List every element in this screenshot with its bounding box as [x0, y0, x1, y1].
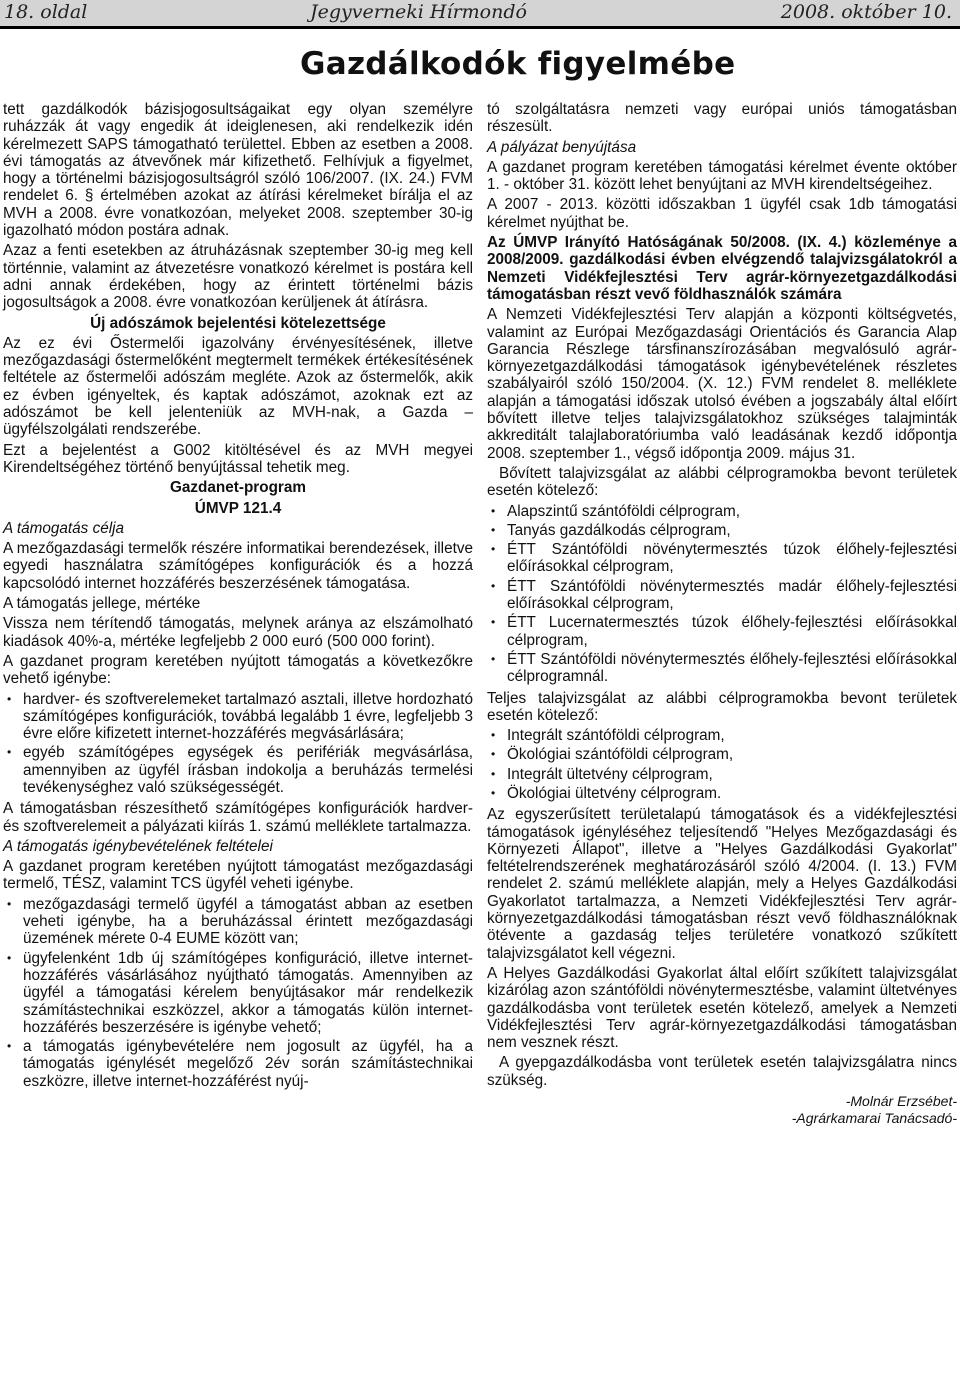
paragraph: Az ez évi Őstermelői igazolvány érvényesítésének, illetve mezőgazdasági őstermelőként megtermelt termékek értékesítésének feltétele az őstermelői adószám megléte. Azok az őstermelők, akik ez évben igényeltek, és kaptak adószámot, azoknak ezt az adószámot be kell jelenteniük az MVH-nak, a Gazda – ügyfélszolgálati rendszerébe. — [3, 334, 473, 439]
subheading-benyujtasa: A pályázat benyújtása — [487, 138, 637, 156]
paragraph: Azaz a fenti esetekben az átruházásnak szeptember 30-ig meg kell történnie, valamint az átvezetésre vonatkozó kérelmet is postára kell adni annak érdekében, hogy az érintett történelmi bázis jogosultságok a 2008. évre vonatkozóan kerüljenek át átírásra. — [3, 242, 473, 312]
bullet-icon: • — [7, 896, 12, 911]
paragraph: Bővített talajvizsgálat az alábbi célprogramokba bevont területek esetén kötelező: — [487, 464, 957, 500]
paragraph: A Helyes Gazdálkodási Gyakorlat által előírt szűkített talajvizsgálat kizárólag azon szántóföldi növénytermesztésbe, valamint ültetvényes gazdálkodásba vont területek esetén kötelező, amelyek a Nemzeti Vidékfejlesztési Terv agrár-környezetgazdálkodási támogatásban nem vesznek részt. — [487, 964, 957, 1052]
list-item: • hardver- és szoftverelemeket tartalmazó asztali, illetve hordozható számítógépes konfigurációk, továbbá legalább 1 évre, legfeljebb 3 évre előre kifizetett internet-hozzáférés megvásárlására; — [7, 690, 473, 743]
paragraph: A 2007 - 2013. közötti időszakban 1 ügyfél csak 1db támogatási kérelmet nyújthat be. — [487, 196, 957, 231]
paragraph: A gazdanet program keretében támogatási kérelmet évente október 1. - október 31. között lehet benyújtani az MVH kirendeltségeihez. — [487, 158, 957, 194]
list-item: • ügyfelenként 1db új számítógépes konfiguráció, illetve internet-hozzáférés vásárlásához nyújtható támogatás. Amennyiben az ügyfél a támogatási kérelem benyújtásakor már rendelkezik számítástechnikai eszközzel, akkor a támogatás külön internet-hozzáférés beszerzésére is igénybe vehető; — [7, 949, 473, 1036]
list-item: • Alapszintű szántóföldi célprogram, — [491, 502, 740, 520]
bullet-icon: • — [491, 651, 496, 666]
paragraph: A gazdanet program keretében nyújtott támogatást mezőgazdasági termelő, TÉSZ, valamint TCS ügyfél veheti igénybe. — [3, 858, 473, 893]
bullet-icon: • — [491, 615, 496, 630]
list-item: • Integrált ültetvény célprogram, — [491, 765, 713, 783]
bullet-icon: • — [7, 691, 12, 706]
list-item: • ÉTT Szántóföldi növénytermesztés madár élőhely-fejlesztési előírásokkal célprogram, — [491, 577, 957, 613]
paragraph: A mezőgazdasági termelők részére informatikai berendezések, illetve egyedi használatra számítógépes konfigurációk és a hozzá kapcsolódó internet hozzáférés beszerzésének támogatása. — [3, 540, 473, 592]
right-column — [487, 101, 957, 1127]
list-item: • Integrált szántóföldi célprogram, — [491, 727, 725, 745]
bullet-icon: • — [491, 578, 496, 593]
bullet-icon: • — [7, 950, 12, 965]
author-role: -Agrárkamarai Tanácsadó- — [791, 1110, 957, 1127]
subheading-feltetelei: A támogatás igénybevételének feltételei — [3, 837, 273, 855]
bullet-icon: • — [491, 728, 496, 743]
list-item: • ÉTT Szántóföldi növénytermesztés túzok élőhely-fejlesztési előírásokkal célprogram, — [491, 541, 957, 576]
paragraph: Teljes talajvizsgálat az alábbi célprogramokba bevont területek esetén kötelező: — [487, 689, 957, 724]
subheading-kozlemeny: Az ÚMVP Irányító Hatóságának 50/2008. (IX. 4.) közleménye a 2008/2009. gazdálkodási évben elvégzendő talajvizsgálatokról a Nemzeti Vidékfejlesztési Terv agrár-környezetgazdálkodási támogatásban részt vevő földhasználók számára — [487, 234, 957, 303]
subheading-umvp: ÚMVP 121.4 — [194, 499, 282, 517]
list-item: • mezőgazdasági termelő ügyfél a támogatást abban az esetben veheti igénybe, ha a beruházással érintett mezőgazdasági üzemének mérete 0-4 EUME között van; — [7, 895, 473, 948]
list-item: • ÉTT Lucernatermesztés túzok élőhely-fejlesztési előírásokkal célprogram, — [491, 614, 957, 649]
paragraph: Ezt a bejelentést a G002 kitöltésével és az MVH megyei Kirendeltségéhez történő benyújtással tehetik meg. — [3, 441, 473, 476]
list-item: • a támogatás igénybevételére nem jogosult az ügyfél, ha a támogatás igénylését megelőző 2év során számítástechnikai eszközre, illetve internet-hozzáférést nyúj- — [7, 1038, 473, 1090]
paragraph: tó szolgáltatásra nemzeti vagy európai uniós támogatásban részesült. — [487, 101, 957, 136]
bullet-icon: • — [7, 1039, 12, 1054]
subheading-celja: A támogatás célja — [3, 519, 125, 537]
bullet-list — [3, 896, 473, 1090]
bullet-list — [3, 691, 473, 797]
paragraph: A támogatásban részesíthető számítógépes konfigurációk hardver- és szoftverelemeit a pályázati kiírás 1. számú melléklete tartalmazza. — [3, 800, 473, 835]
bullet-icon: • — [491, 785, 496, 800]
list-item: • Tanyás gazdálkodás célprogram, — [491, 521, 731, 539]
bullet-icon: • — [491, 522, 496, 537]
bullet-list — [487, 503, 957, 686]
paragraph: Az egyszerűsített területalapú támogatások és a vidékfejlesztési támogatások igényléséhez teljesítendő "Helyes Mezőgazdasági és Környezeti Állapot", illetve a "Helyes Gazdálkodási Gyakorlat" feltételrendszerének meghatározásáról szóló 4/2004. (I. 13.) FVM rendelet 2. számú melléklete alapján, mely a Helyes Gazdálkodási Gyakorlatot tartalmazza, a Nemzeti Vidékfejlesztési Terv agrár-környezetgazdálkodási támogatásban részt vevő földhasználóknak ötévente a gazdaság teljes területére vonatkozó szűkített talajvizsgálatot kell végezni. — [487, 806, 957, 962]
subheading-jellege: A támogatás jellege, mértéke — [3, 595, 201, 613]
page-number: 18. oldal — [4, 1, 88, 23]
bullet-icon: • — [491, 503, 496, 518]
paragraph: tett gazdálkodók bázisjogosultságaikat egy olyan személyre ruházzák át vagy engedik át ideiglenesen, aki rendelkezik idén kérelmezett SAPS támogatható területtel. Ebben az esetben a 2008. évi támogatás az átvevőnek már kifizethető. Felhívjuk a figyelmet, hogy a történelmi bázisjogosultságról szóló 106/2007. (IX. 24.) FVM rendelet 6. § értelmében azokat az átírási kérelmeket bírálja el az MVH a 2008. évre vonatkozóan, melyeket 2008. szeptember 30-ig igazolható módon postára adnak. — [3, 101, 473, 240]
bullet-icon: • — [491, 766, 496, 781]
paragraph: A gazdanet program keretében nyújtott támogatás a következőkre vehető igénybe: — [3, 652, 473, 688]
paragraph: A gyepgazdálkodásba vont területek esetén talajvizsgálatra nincs szükség. — [487, 1054, 957, 1089]
page-header — [0, 0, 960, 29]
left-column — [3, 101, 473, 1094]
list-item: • ÉTT Szántóföldi növénytermesztés élőhely-fejlesztési előírásokkal célprogramnál. — [491, 650, 957, 686]
paragraph: Vissza nem térítendő támogatás, melynek aránya az elszámolható kiadások 40%-a, mértéke legfeljebb 2 000 euró (500 000 forint). — [3, 615, 473, 650]
paragraph: A Nemzeti Vidékfejlesztési Terv alapján a központi költségvetés, valamint az Európai Mezőgazdasági Orientációs és Garancia Alap Garancia Részlege társfinanszírozásában megvalósuló agrár-környezetgazdálkodási támogatások igénybevételének részletes szabályairól szóló 150/2004. (X. 12.) FVM rendelet 8. melléklete alapján a támogatási időszak utolsó évében a jogszabály által előírt bővített illetve teljes talajvizsgálatokhoz szükséges talajminták akkreditált talajlaboratóriumba való leadásának kezdő időpontja 2008. szeptember 1., végső időpontja 2009. május 31. — [487, 306, 957, 462]
list-item: • Ökológiai ültetvény célprogram. — [491, 784, 722, 802]
list-item: • egyéb számítógépes egységek és perifériák megvásárlása, amennyiben az ügyfél írásban indokolja a beruházás termelési tevékenységhez való szükségességét. — [7, 744, 473, 796]
bullet-icon: • — [491, 542, 496, 557]
bullet-list — [487, 727, 957, 802]
publication-name: Jegyverneki Hírmondó — [310, 1, 527, 23]
bullet-icon: • — [491, 747, 496, 762]
subheading-gazdanet: Gazdanet-program — [170, 479, 306, 497]
bullet-icon: • — [7, 745, 12, 760]
list-item: • Ökológiai szántóföldi célprogram, — [491, 746, 734, 764]
author-name: -Molnár Erzsébet- — [845, 1093, 957, 1110]
section-title: Gazdálkodók figyelmébe — [300, 46, 736, 82]
subheading-adoszam: Új adószámok bejelentési kötelezettsége — [90, 314, 386, 332]
author-signature — [487, 1093, 957, 1127]
issue-date: 2008. október 10. — [780, 1, 952, 23]
